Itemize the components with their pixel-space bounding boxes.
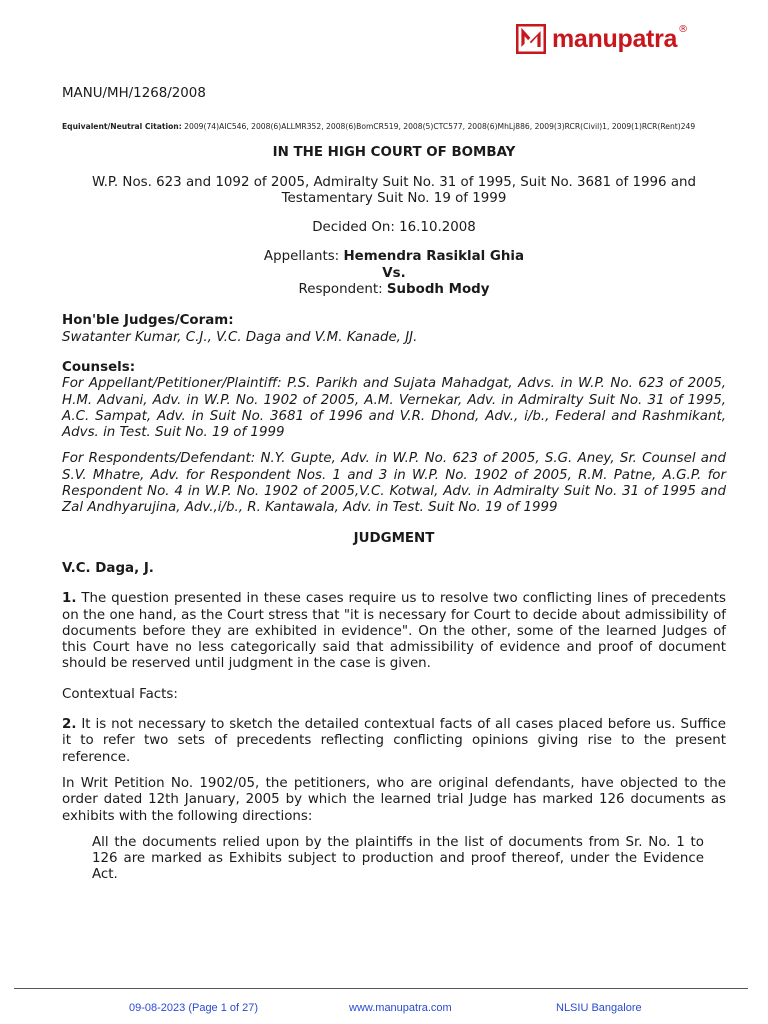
versus: Vs. <box>382 265 406 281</box>
registered-mark: ® <box>678 23 689 35</box>
respondent-name: Subodh Mody <box>386 282 490 298</box>
footer-date-page: 09-08-2023 (Page 1 of 27) <box>129 1002 259 1014</box>
decided-date: Decided On: 16.10.2008 <box>312 220 476 236</box>
counsels-respondent: For Respondents/Defendant: N.Y. Gupte, Adv. in W.P. No. 623 of 2005, S.G. Aney, Sr. Counsel and S.V. Mhatre, Adv. for Respondent Nos. 1 and 3 in W.P. No. 1902 of 2005, R.M. Patne, A.G.P. for Respondent No. 4 in W.P. No. 1902 of 2005,V.C. Kotwal, Adv. in Admiralty Suit No. 31 of 1995 and Zal Andhyarujina, Adv.,i/b., R. Kantawala, Adv. in Test. Suit No. 19 of 1999 <box>62 451 726 516</box>
paragraph-1-number: 1. <box>62 591 77 607</box>
citation-value: 2009(74)AIC546, 2008(6)ALLMR352, 2008(6)BomCR519, 2008(5)CTC577, 2008(6)MhLj886, 2009(3)RCR(Civil)1, 2009(1)RCR(Rent)249 <box>184 122 696 132</box>
parties <box>62 249 726 298</box>
manupatra-logo-icon <box>516 24 546 54</box>
suit-numbers: W.P. Nos. 623 and 1092 of 2005, Admiralty Suit No. 31 of 1995, Suit No. 3681 of 1996 and Testamentary Suit No. 19 of 1999 <box>91 174 697 206</box>
paragraph-1 <box>62 591 726 672</box>
appellants-label: Appellants: <box>263 249 340 265</box>
paragraph-2-text: It is not necessary to sketch the detailed contextual facts of all cases placed before us. Suffice it to refer two sets of precedents reflecting conflicting opinions giving rise to the present reference. <box>62 717 726 765</box>
logo-text: manupatra <box>552 24 678 53</box>
paragraph-2 <box>62 717 726 766</box>
court-name: IN THE HIGH COURT OF BOMBAY <box>272 145 516 161</box>
counsels-appellant: For Appellant/Petitioner/Plaintiff: P.S. Parikh and Sujata Mahadgat, Advs. in W.P. No. 623 of 2005, H.M. Advani, Adv. in W.P. No. 1902 of 2005, A.M. Vernekar, Adv. in Admiralty Suit No. 31 of 1995, A.C. Sampat, Adv. in Suit No. 3681 of 1996 and V.R. Dhond, Adv., i/b., Federal and Rashmikant, Advs. in Test. Suit No. 19 of 1999 <box>62 376 726 441</box>
appellants-line <box>62 249 726 265</box>
footer-institution: NLSIU Bangalore <box>556 1002 642 1014</box>
citation <box>62 118 726 135</box>
judgment-author: V.C. Daga, J. <box>62 560 154 576</box>
document-body <box>62 86 726 884</box>
respondent-line <box>62 282 726 298</box>
manupatra-logo <box>516 22 688 56</box>
footer-site-link[interactable]: www.manupatra.com <box>349 1002 452 1014</box>
respondent-label: Respondent: <box>298 282 383 298</box>
footer-divider <box>14 988 748 989</box>
paragraph-3: In Writ Petition No. 1902/05, the petitioners, who are original defendants, have objected to the order dated 12th January, 2005 by which the learned trial Judge has marked 126 documents as exhibits with the following directions: <box>62 775 726 824</box>
block-quote: All the documents relied upon by the plaintiffs in the list of documents from Sr. No. 1 to 126 are marked as Exhibits subject to production and proof thereof, under the Evidence Act. <box>92 834 704 883</box>
paragraph-2-number: 2. <box>62 717 77 733</box>
judges-heading: Hon'ble Judges/Coram: <box>62 313 234 329</box>
paragraph-1-text: The question presented in these cases require us to resolve two conflicting lines of precedents on the one hand, as the Court stress that "it is necessary for Court to decide about admissibility of documents before they are exhibited in evidence". On the other, some of the learned Judges of this Court have no less categorically said that admissibility of evidence and proof of document should be reserved until judgment in the case is given. <box>62 591 726 672</box>
contextual-facts-heading: Contextual Facts: <box>62 686 178 702</box>
counsels-heading: Counsels: <box>62 359 136 375</box>
document-id: MANU/MH/1268/2008 <box>62 86 206 101</box>
appellants-name: Hemendra Rasiklal Ghia <box>343 249 525 265</box>
judgment-heading: JUDGMENT <box>353 530 435 546</box>
judges-text: Swatanter Kumar, C.J., V.C. Daga and V.M. Kanade, JJ. <box>62 329 418 345</box>
citation-label: Equivalent/Neutral Citation: <box>62 122 182 132</box>
